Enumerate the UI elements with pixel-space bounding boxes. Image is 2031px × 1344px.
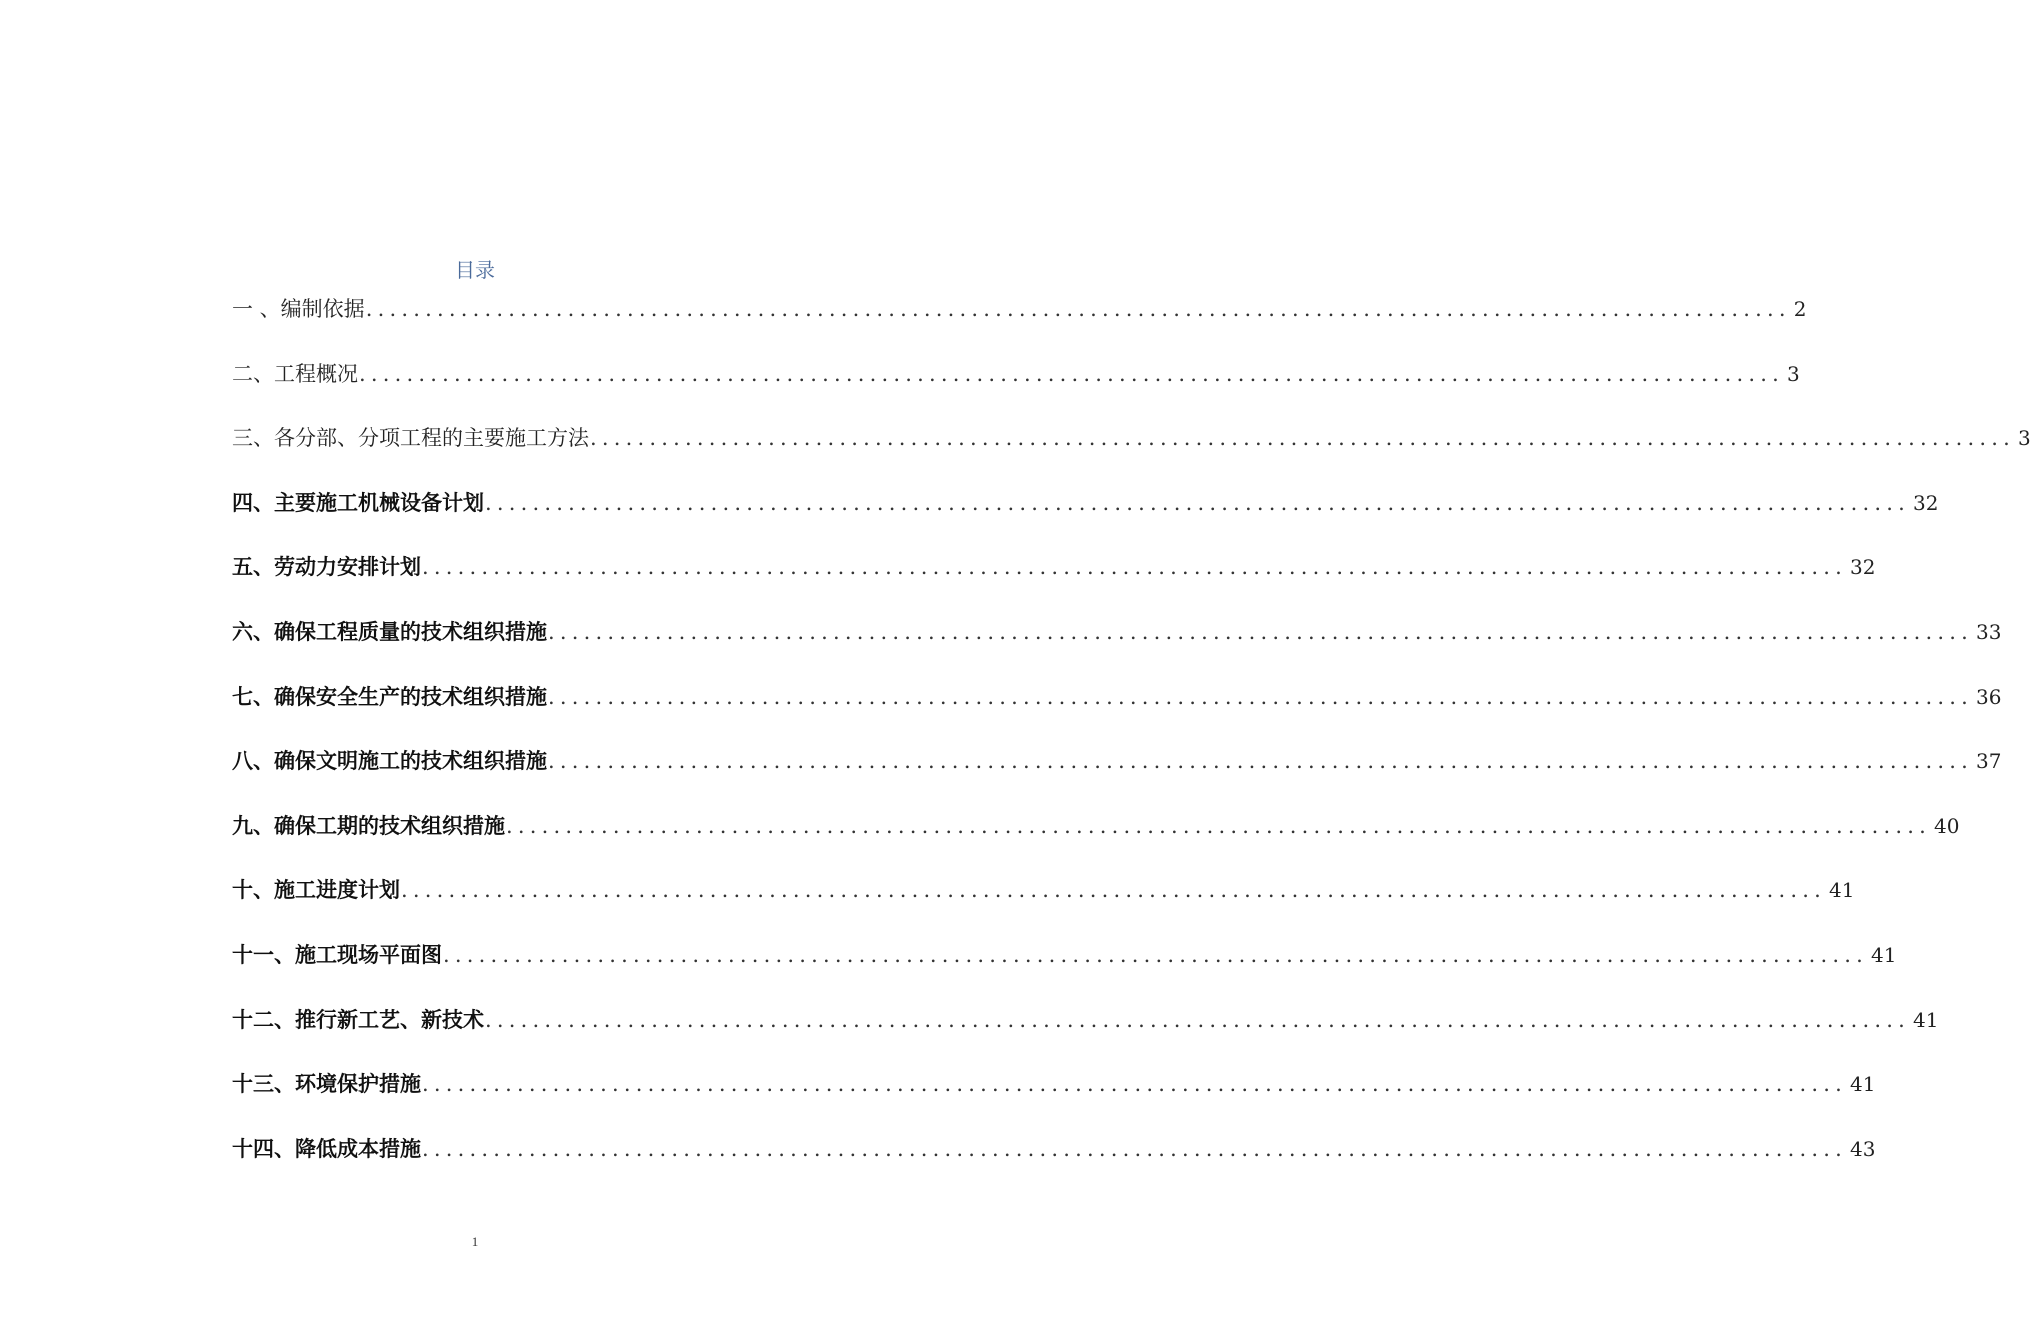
dot-leader: ........................................................................................................................ (422, 1072, 1848, 1097)
toc-entry-page: 2 (1793, 297, 1807, 321)
dot-leader: ........................................................................................................................ (590, 426, 2016, 451)
toc-entry-page: 32 (1913, 490, 1939, 515)
dot-leader: ........................................................................................................................ (485, 490, 1911, 515)
toc-entry[interactable] (232, 939, 1897, 1004)
dot-leader: ........................................................................................................................ (485, 1007, 1911, 1032)
toc-entry[interactable] (232, 616, 2002, 681)
toc-entry-page: 36 (1976, 684, 2002, 709)
toc-entry-page: 40 (1934, 813, 1960, 838)
dot-leader: ........................................................................................................................ (422, 1136, 1848, 1161)
toc-list (232, 293, 2031, 1197)
toc-entry-label: 一 、编制依据 (232, 297, 365, 321)
toc-entry[interactable] (232, 810, 1960, 875)
toc-entry[interactable] (232, 681, 2002, 746)
toc-entry[interactable] (232, 1068, 1876, 1133)
toc-entry-page: 37 (1976, 749, 2002, 774)
toc-entry[interactable] (232, 874, 1855, 939)
toc-entry[interactable] (232, 487, 1939, 552)
toc-entry-label: 十、施工进度计划 (232, 877, 400, 903)
toc-entry-label: 十四、降低成本措施 (232, 1135, 421, 1161)
toc-title: 目录 (455, 258, 495, 282)
dot-leader: ........................................................................................................................ (548, 619, 1974, 644)
dot-leader: ........................................................................................................................ (365, 297, 1791, 321)
page-number: 1 (471, 1234, 479, 1249)
dot-leader: ........................................................................................................................ (548, 749, 1974, 774)
toc-entry-label: 七、确保安全生产的技术组织措施 (232, 683, 547, 709)
toc-entry[interactable] (232, 358, 1800, 423)
toc-entry-page: 43 (1850, 1136, 1876, 1161)
toc-entry-page: 41 (1850, 1072, 1876, 1097)
toc-entry-page: 32 (1850, 555, 1876, 580)
toc-entry[interactable] (232, 745, 2002, 810)
toc-entry-label: 九、确保工期的技术组织措施 (232, 812, 505, 838)
toc-entry-page: 41 (1913, 1007, 1939, 1032)
toc-entry-label: 二、工程概况 (232, 361, 358, 386)
dot-leader: ........................................................................................................................ (548, 684, 1974, 709)
dot-leader: ........................................................................................................................ (506, 813, 1932, 838)
toc-entry-label: 四、主要施工机械设备计划 (232, 489, 484, 515)
toc-entry-page: 41 (1829, 878, 1855, 903)
toc-entry-label: 三、各分部、分项工程的主要施工方法 (232, 426, 589, 451)
toc-entry-label: 六、确保工程质量的技术组织措施 (232, 618, 547, 644)
dot-leader: ........................................................................................................................ (401, 878, 1827, 903)
toc-entry-page: 41 (1871, 942, 1897, 967)
dot-leader: ........................................................................................................................ (359, 361, 1785, 386)
toc-entry[interactable] (232, 293, 1807, 358)
toc-entry[interactable] (232, 1133, 1876, 1198)
dot-leader: ........................................................................................................................ (443, 942, 1869, 967)
toc-entry[interactable] (232, 551, 1876, 616)
toc-entry-label: 十二、推行新工艺、新技术 (232, 1006, 484, 1032)
dot-leader: ........................................................................................................................ (422, 555, 1848, 580)
toc-entry-label: 五、劳动力安排计划 (232, 554, 421, 580)
toc-entry[interactable] (232, 1004, 1939, 1069)
toc-entry[interactable] (232, 422, 2031, 487)
toc-entry-label: 十三、环境保护措施 (232, 1071, 421, 1097)
toc-entry-page: 3 (2018, 426, 2031, 451)
toc-entry-label: 八、确保文明施工的技术组织措施 (232, 748, 547, 774)
toc-entry-page: 3 (1787, 361, 1800, 386)
toc-entry-label: 十一、施工现场平面图 (232, 941, 442, 967)
toc-entry-page: 33 (1976, 619, 2002, 644)
